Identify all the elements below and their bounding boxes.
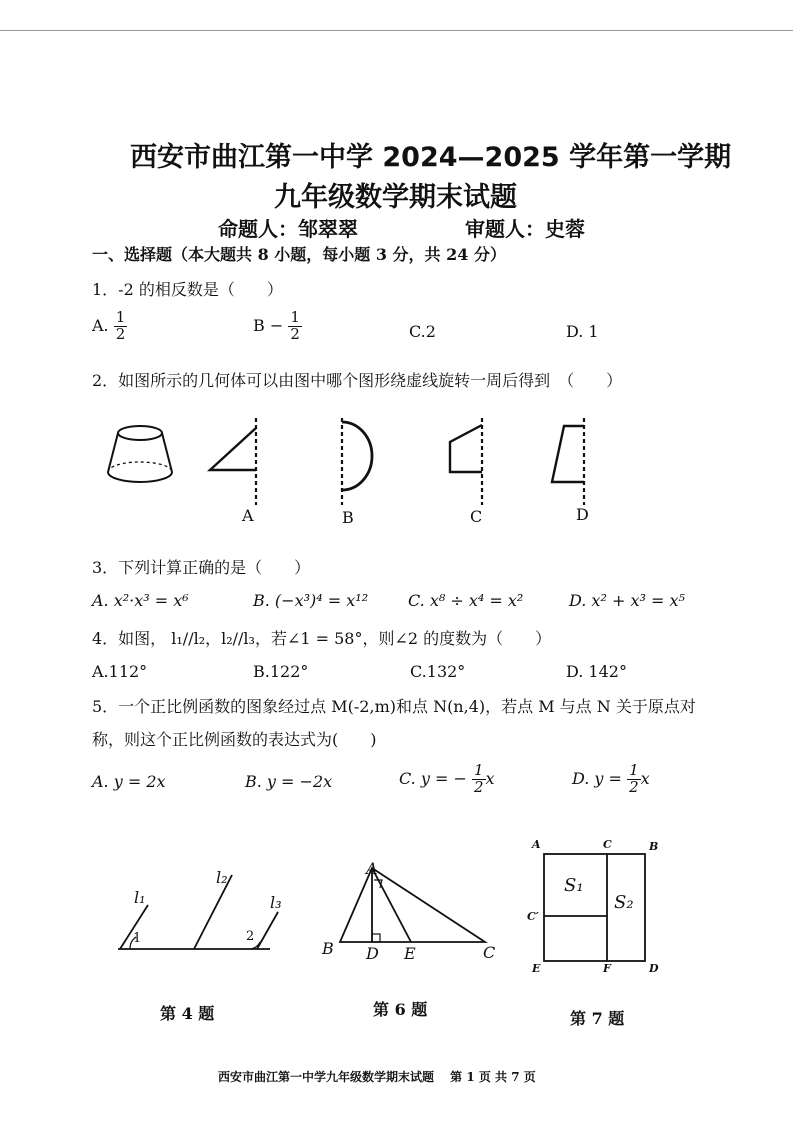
figure-7-rectangle bbox=[535, 845, 655, 970]
question-4-stem: 4．如图， l₁//l₂，l₂//l₃，若∠1 = 58°，则∠2 的度数为（ ） bbox=[92, 629, 552, 648]
q5-option-b: B. y = −2x bbox=[245, 772, 333, 791]
q1-option-a: A. $\frac{1}{2}$ bbox=[92, 308, 126, 343]
figure-b-semicircle bbox=[342, 418, 372, 505]
author-label: 命题人：邹翠翠 bbox=[218, 217, 358, 241]
fig6-label-c: C bbox=[483, 943, 496, 962]
question-2-stem: 2．如图所示的几何体可以由图中哪个图形绕虚线旋转一周后得到 （ ） bbox=[92, 371, 623, 390]
q2-figures bbox=[100, 410, 620, 510]
fig6-label-d: D bbox=[366, 944, 379, 963]
q2-label-a: A bbox=[242, 506, 254, 525]
top-rule bbox=[0, 30, 793, 31]
q2-label-c: C bbox=[470, 507, 483, 526]
q3-option-c: C. x⁸ ÷ x⁴ = x² bbox=[408, 591, 524, 610]
q1-option-b: B − $\frac{1}{2}$ bbox=[253, 308, 300, 343]
question-3-stem: 3．下列计算正确的是（ ） bbox=[92, 558, 311, 577]
q5-option-d: D. y = $\frac{1}{2}$ x bbox=[572, 761, 650, 796]
fig4-angle-1: 1 bbox=[133, 931, 142, 946]
fig4-label-l2: l₂ bbox=[216, 868, 228, 887]
page-footer: 西安市曲江第一中学九年级数学期末试题 第 1 页 共 7 页 bbox=[218, 1070, 536, 1084]
fig7-label-s2: S₂ bbox=[614, 892, 634, 913]
reviewer-label: 审题人：史蓉 bbox=[465, 217, 585, 241]
q4-option-c: C.132° bbox=[410, 662, 466, 681]
fig4-caption: 第 4 题 bbox=[160, 1004, 215, 1023]
question-1-stem: 1．-2 的相反数是（ ） bbox=[92, 280, 283, 299]
q2-label-d: D bbox=[576, 505, 589, 524]
q4-option-a: A.112° bbox=[92, 662, 148, 681]
q5-option-a: A. y = 2x bbox=[92, 772, 166, 791]
fig7-label-c-prime: C′ bbox=[527, 910, 539, 923]
fig6-label-a: A bbox=[366, 859, 378, 878]
fig4-angle-2: 2 bbox=[246, 929, 255, 944]
fig7-label-e: E bbox=[532, 962, 541, 975]
frustum-solid bbox=[108, 426, 172, 482]
figure-d-trapezoid bbox=[552, 418, 584, 505]
exam-subtitle: 九年级数学期末试题 bbox=[274, 182, 517, 213]
q3-option-a: A. x²·x³ = x⁶ bbox=[92, 591, 189, 610]
q1-option-d: D. 1 bbox=[566, 322, 599, 341]
figure-a-triangle bbox=[210, 418, 256, 505]
q4-option-d: D. 142° bbox=[566, 662, 627, 681]
question-5-stem-line2: 称，则这个正比例函数的表达式为( ) bbox=[92, 730, 377, 749]
fig6-label-b: B bbox=[322, 939, 334, 958]
q1-option-c: C.2 bbox=[409, 322, 436, 341]
fig6-label-e: E bbox=[404, 944, 416, 963]
question-5-stem-line1: 5．一个正比例函数的图象经过点 M(-2,m)和点 N(n,4)，若点 M 与点 N 关于原点对 bbox=[92, 697, 696, 716]
q3-option-b: B. (−x³)⁴ = x¹² bbox=[253, 591, 369, 610]
section-heading: 一、选择题（本大题共 8 小题，每小题 3 分，共 24 分） bbox=[92, 245, 506, 264]
fig6-caption: 第 6 题 bbox=[373, 1000, 428, 1019]
fig7-label-b: B bbox=[649, 840, 659, 853]
fig7-label-c: C bbox=[603, 838, 612, 851]
q3-option-d: D. x² + x³ = x⁵ bbox=[569, 591, 685, 610]
fig7-label-d: D bbox=[649, 962, 659, 975]
q2-label-b: B bbox=[342, 508, 354, 527]
figure-c-trapezoid bbox=[450, 418, 482, 505]
q5-option-c: C. y = − $\frac{1}{2}$ x bbox=[399, 761, 495, 796]
fig7-label-a: A bbox=[532, 838, 541, 851]
figure-6-triangle bbox=[330, 860, 500, 950]
fig7-label-s1: S₁ bbox=[564, 875, 584, 896]
fig4-label-l1: l₁ bbox=[134, 888, 146, 907]
fig7-caption: 第 7 题 bbox=[570, 1009, 625, 1028]
fig4-label-l3: l₃ bbox=[270, 893, 282, 912]
fig7-label-f: F bbox=[603, 962, 611, 975]
exam-title: 西安市曲江第一中学 2024—2025 学年第一学期 bbox=[130, 142, 732, 173]
q4-option-b: B.122° bbox=[253, 662, 309, 681]
